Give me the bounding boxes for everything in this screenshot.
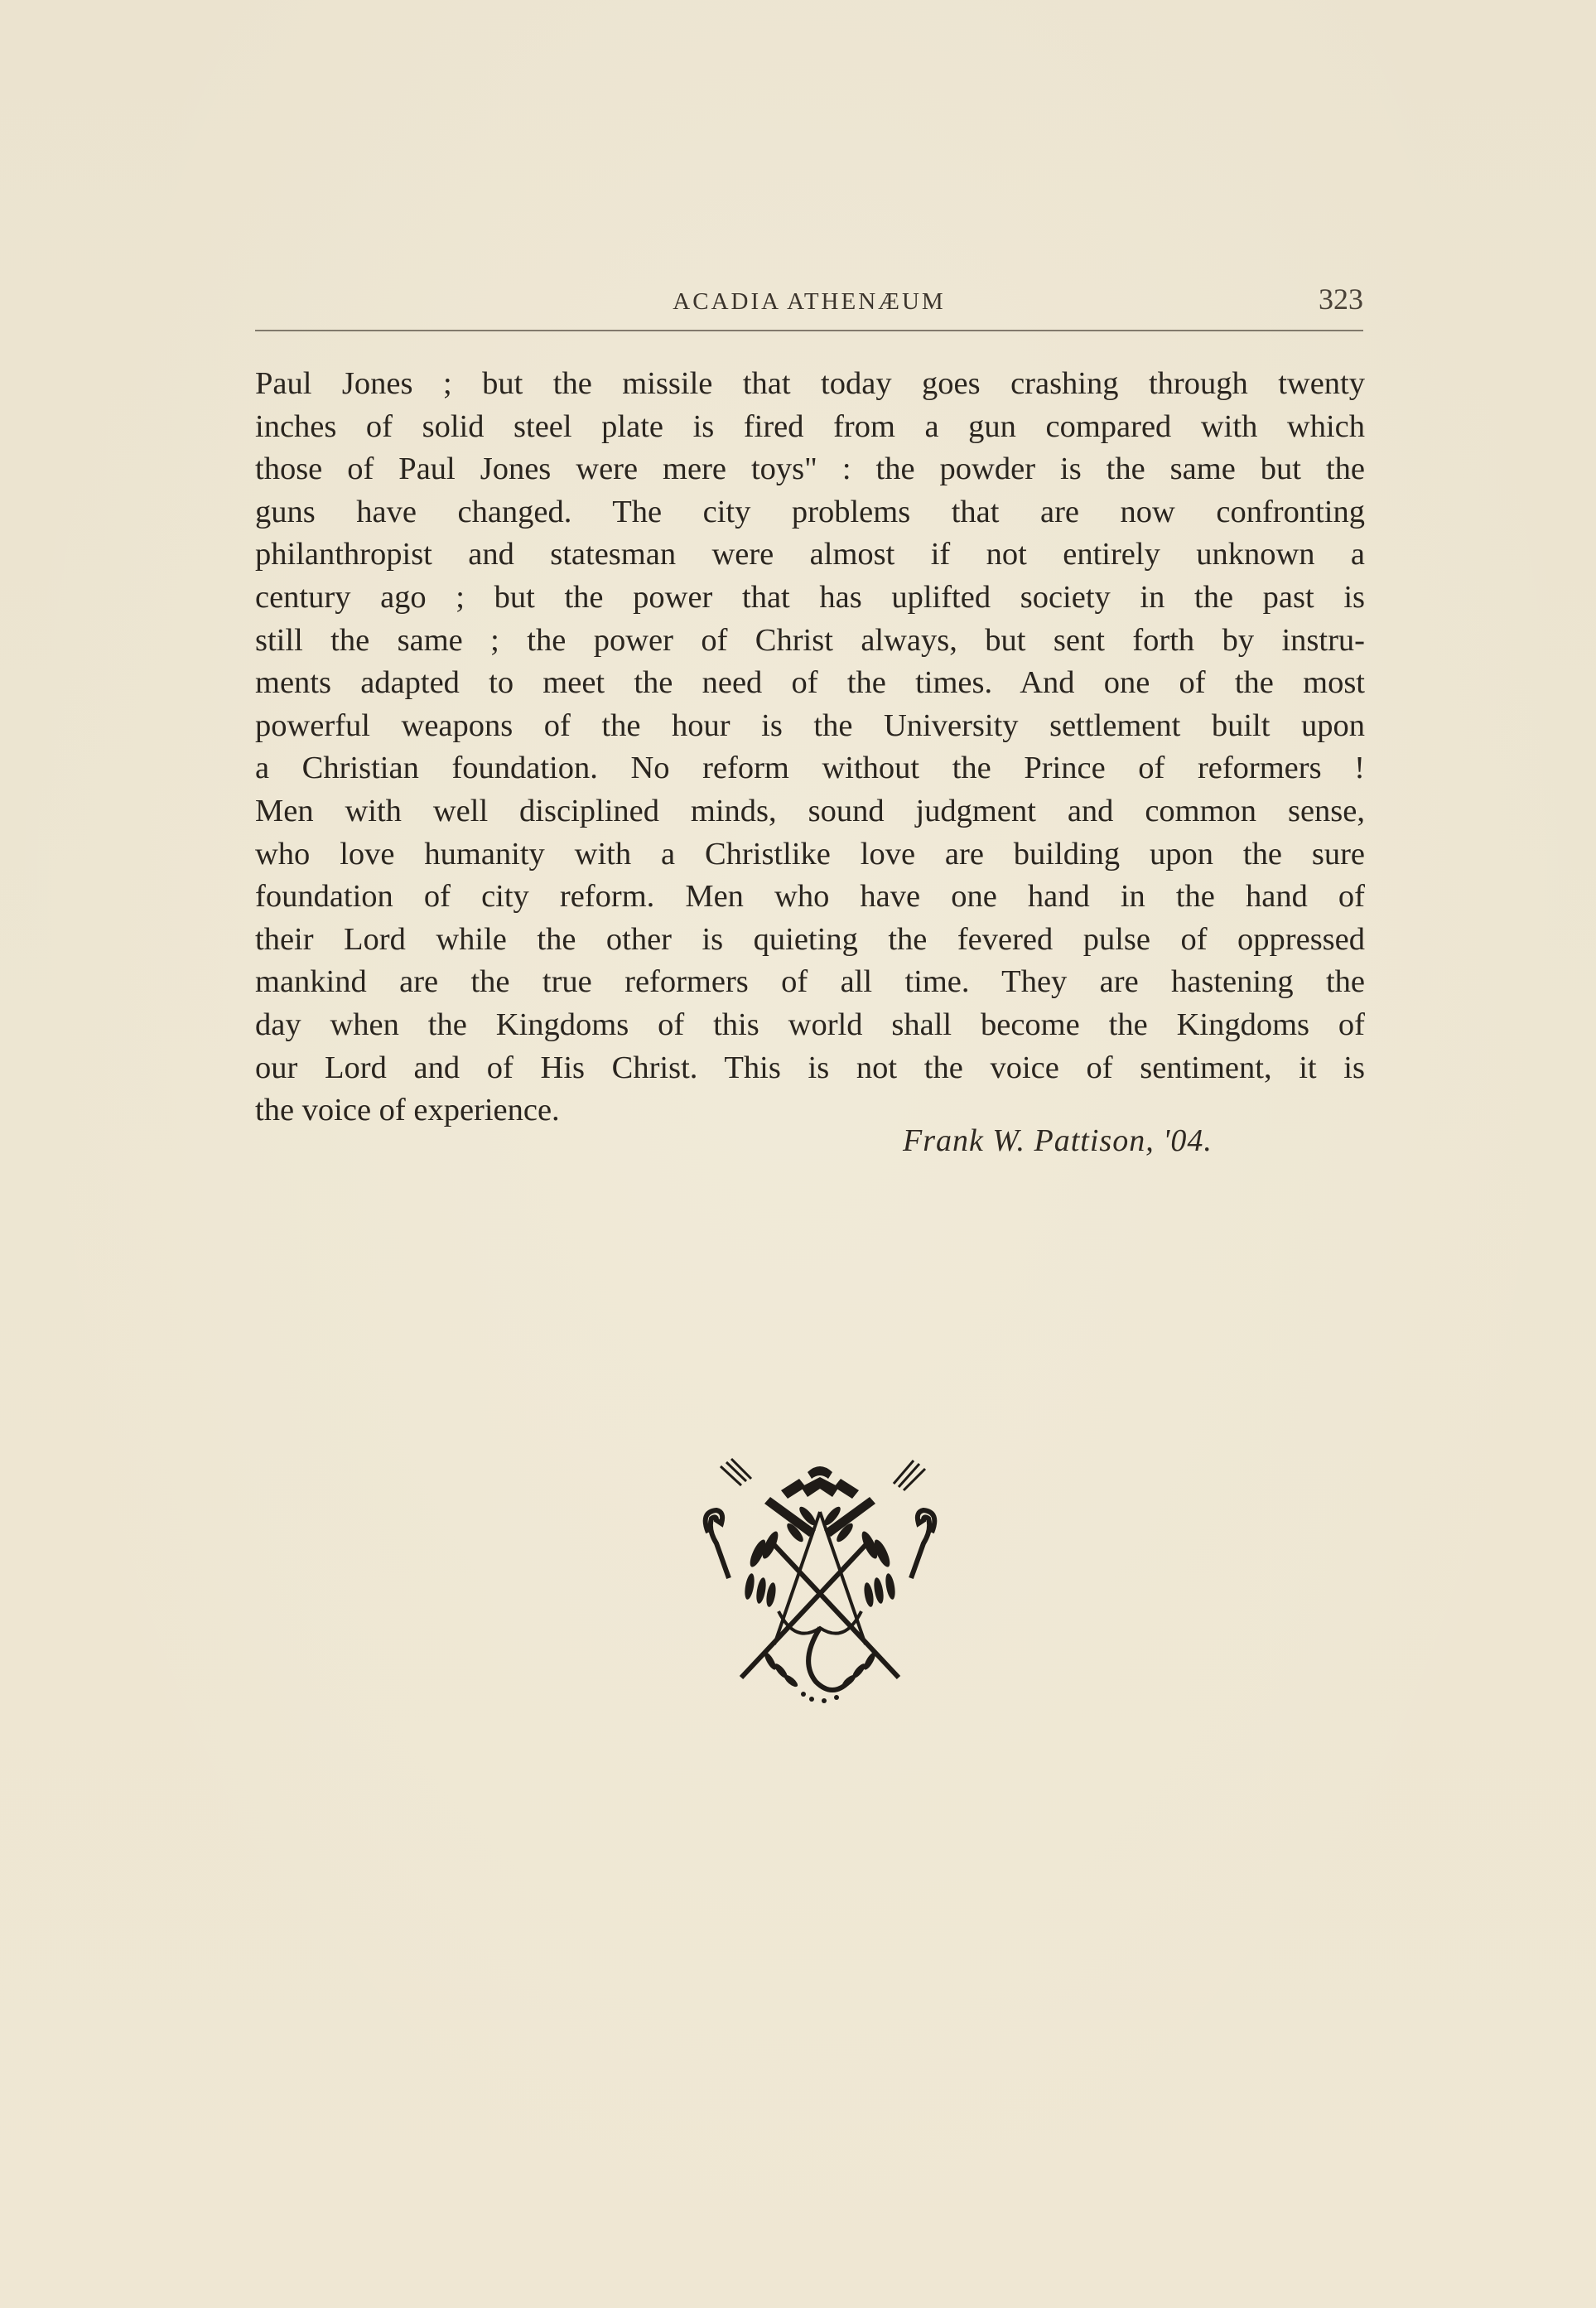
running-title: ACADIA ATHENÆUM (673, 288, 946, 315)
text-line: inches of solid steel plate is fired from a gun compared with which (255, 408, 1365, 444)
text-line: century ago ; but the power that has uplifted society in the past is (255, 579, 1365, 615)
text-line: a Christian foundation. No reform without the Prince of reformers ! (255, 751, 1365, 786)
text-line: those of Paul Jones were mere toys" : the powder is the same but the (255, 451, 1365, 487)
text-line: our Lord and of His Christ. This is not the voice of sentiment, it is (255, 1050, 1365, 1085)
text-line: guns have changed. The city problems that are now confronting (255, 494, 1365, 529)
running-head (255, 280, 1363, 330)
header-rule (255, 330, 1363, 331)
text-line: Men with well disciplined minds, sound judgment and common sense, (255, 793, 1365, 828)
text-line: Paul Jones ; but the missile that today goes crashing through twenty (255, 366, 1365, 401)
text-line: philanthropist and statesman were almost if not entirely unknown a (255, 537, 1365, 572)
author-signature: Frank W. Pattison, '04. (903, 1123, 1213, 1158)
page-number: 323 (1319, 282, 1363, 316)
text-line: the voice of experience. (255, 1093, 560, 1128)
text-line: still the same ; the power of Christ always, but sent forth by instru- (255, 622, 1365, 658)
body-paragraph (255, 363, 1365, 1132)
text-line: day when the Kingdoms of this world shall become the Kingdoms of (255, 1007, 1365, 1042)
text-line: foundation of city reform. Men who have one hand in the hand of (255, 879, 1365, 915)
text-line: who love humanity with a Christlike love are building upon the sure (255, 836, 1365, 872)
text-line: their Lord while the other is quieting the fevered pulse of oppressed (255, 921, 1365, 957)
floral-wreath-ornament-icon (692, 1454, 948, 1719)
text-line: powerful weapons of the hour is the University settlement built upon (255, 707, 1365, 743)
text-line: ments adapted to meet the need of the times. And one of the most (255, 665, 1365, 701)
text-line: mankind are the true reformers of all time. They are hastening the (255, 964, 1365, 1000)
